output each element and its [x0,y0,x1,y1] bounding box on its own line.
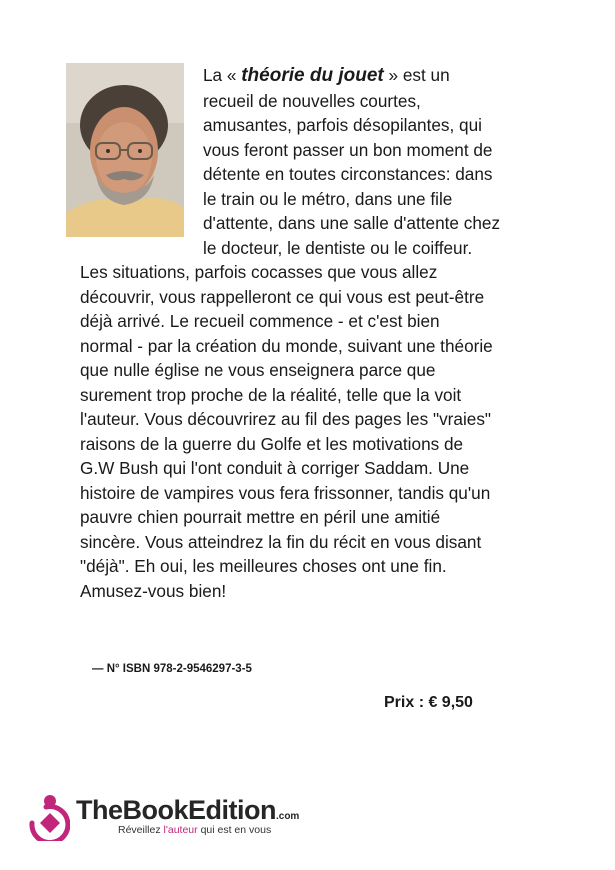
description-line: d'attente, dans une salle d'attente chez [203,213,501,233]
description-line: Les situations, parfois cocasses que vous allez [80,262,438,282]
description-line: amusantes, parfois désopilantes, qui [203,115,482,135]
publisher-logo [26,793,326,843]
description-line: normal - par la création du monde, suivant une théorie [80,335,493,356]
description-line: Amusez-vous bien! [80,580,227,601]
description-line: surement trop proche de la réalité, telle que la voit [80,384,462,405]
description-line: pauvre chien pourrait mettre en péril une amitié [80,507,441,527]
book-person-icon [26,793,70,841]
description-line: déjà arrivé. Le recueil commence - et c'est bien [80,311,440,331]
description-line: "déjà". Eh oui, les meilleures choses ont une fin. [80,556,447,576]
description [80,63,550,603]
description-line: détente en toutes circonstances: dans [203,164,493,184]
description-line: l'auteur. Vous découvrirez au fil des pages les "vraies" [80,409,492,429]
description-line: G.W Bush qui l'ont conduit à corriger Saddam. Une [80,458,470,478]
isbn: — N° ISBN 978-2-9546297-3-5 [92,663,252,675]
description-line: raisons de la guerre du Golfe et les motivations de [80,433,464,454]
description-line: que nulle église ne vous enseignera parce que [80,360,436,380]
publisher-tagline: Réveillez l'auteur qui est en vous [118,824,272,836]
description-line: recueil de nouvelles courtes, [203,90,421,111]
price: Prix : € 9,50 [384,694,473,711]
description-line: vous feront passer un bon moment de [203,139,493,160]
description-line: le docteur, le dentiste ou le coiffeur. [203,237,473,258]
description-line: histoire de vampires vous fera frissonner, tandis qu'un [80,482,491,503]
intro-line: La « théorie du jouet » est un [203,65,450,86]
book-title: théorie du jouet [241,65,384,86]
description-line: sincère. Vous atteindrez la fin du récit en vous disant [80,531,482,552]
description-line: découvrir, vous rappelleront ce qui vous est peut-être [80,286,485,307]
description-line: le train ou le métro, dans une file [203,188,453,209]
publisher-name: TheBookEdition.com [76,795,300,825]
